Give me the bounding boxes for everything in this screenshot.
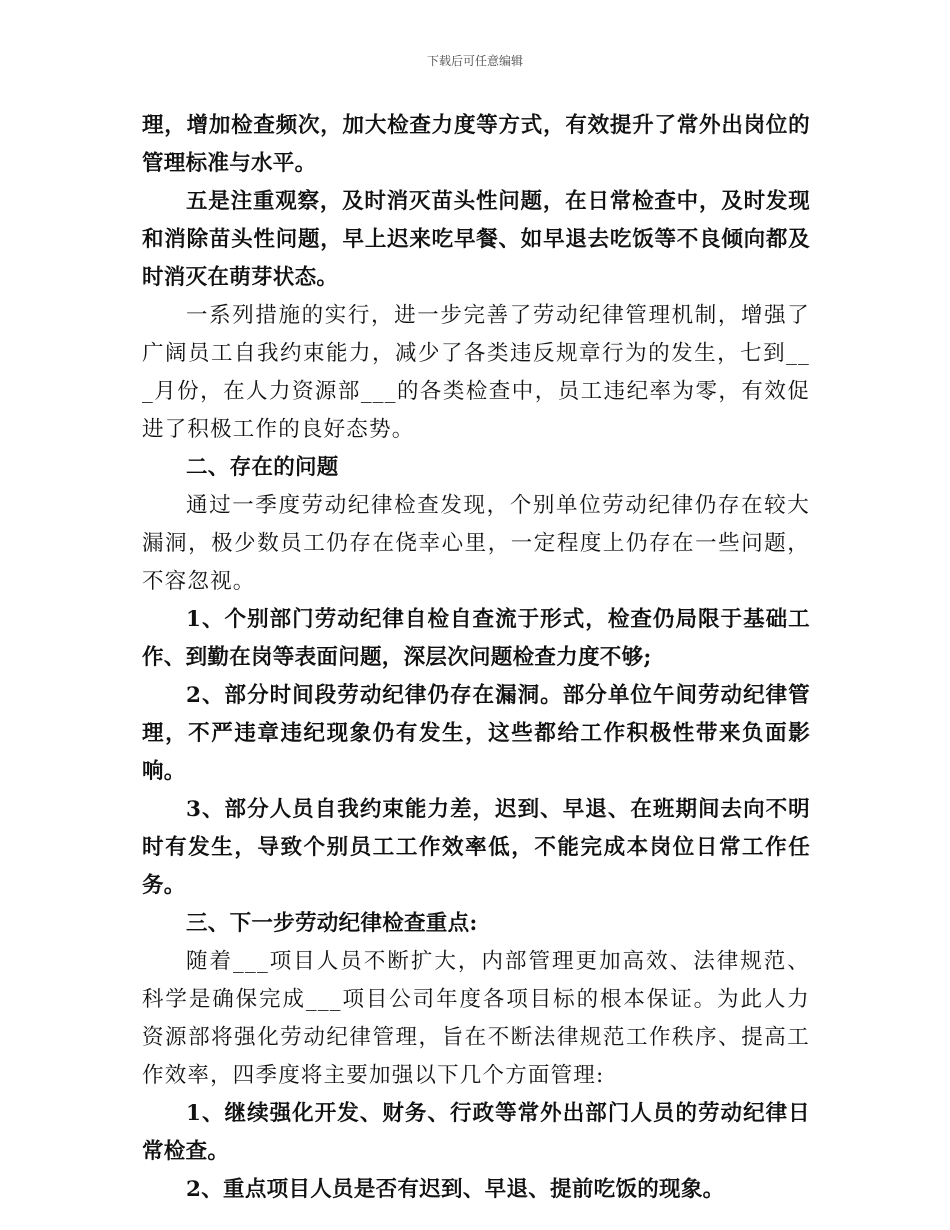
list-item-2: 2、部分时间段劳动纪律仍存在漏洞。部分单位午间劳动纪律管理，不严违章违纪现象仍有发生，这些都给工作积极性带来负面影响。 [142,683,810,784]
section-heading-2: 二、存在的问题 [186,455,339,480]
document-body [142,107,810,1209]
list-item-3: 3、部分人员自我约束能力差，迟到、早退、在班期间去向不明时有发生，导致个别员工工作效率低，不能完成本岗位日常工作任务。 [142,797,810,898]
list-item-4: 1、继续强化开发、财务、行政等常外出部门人员的劳动纪律日常检查。 [142,1101,810,1164]
page-header: 下载后可任意编辑 [426,54,523,68]
list-item-5: 2、重点项目人员是否有迟到、早退、提前吃饭的现象。 [186,1177,725,1202]
list-item-1: 1、个别部门劳动纪律自检自查流于形式，检查仍局限于基础工作、到勤在岗等表面问题，深层次问题检查力度不够; [142,607,810,670]
paragraph-1: 理，增加检查频次，加大检查力度等方式，有效提升了常外出岗位的管理标准与水平。 [142,113,810,176]
paragraph-4: 通过一季度劳动纪律检查发现，个别单位劳动纪律仍存在较大漏洞，极少数员工仍存在侥幸心里，一定程度上仍存在一些问题，不容忽视。 [142,493,810,594]
paragraph-3: 一系列措施的实行，进一步完善了劳动纪律管理机制，增强了广阔员工自我约束能力，减少了各类违反规章行为的发生，七到___月份，在人力资源部___的各类检查中，员工违纪率为零，有效促进了积极工作的良好态势。 [142,303,810,442]
paragraph-5: 随着___项目人员不断扩大，内部管理更加高效、法律规范、科学是确保完成___项目公司年度各项目标的根本保证。为此人力资源部将强化劳动纪律管理，旨在不断法律规范工作秩序、提高工作效率，四季度将主要加强以下几个方面管理: [142,949,810,1088]
section-heading-3: 三、下一步劳动纪律检查重点: [186,911,478,936]
paragraph-2: 五是注重观察，及时消灭苗头性问题，在日常检查中，及时发现和消除苗头性问题，早上迟来吃早餐、如早退去吃饭等不良倾向都及时消灭在萌芽状态。 [142,189,810,290]
